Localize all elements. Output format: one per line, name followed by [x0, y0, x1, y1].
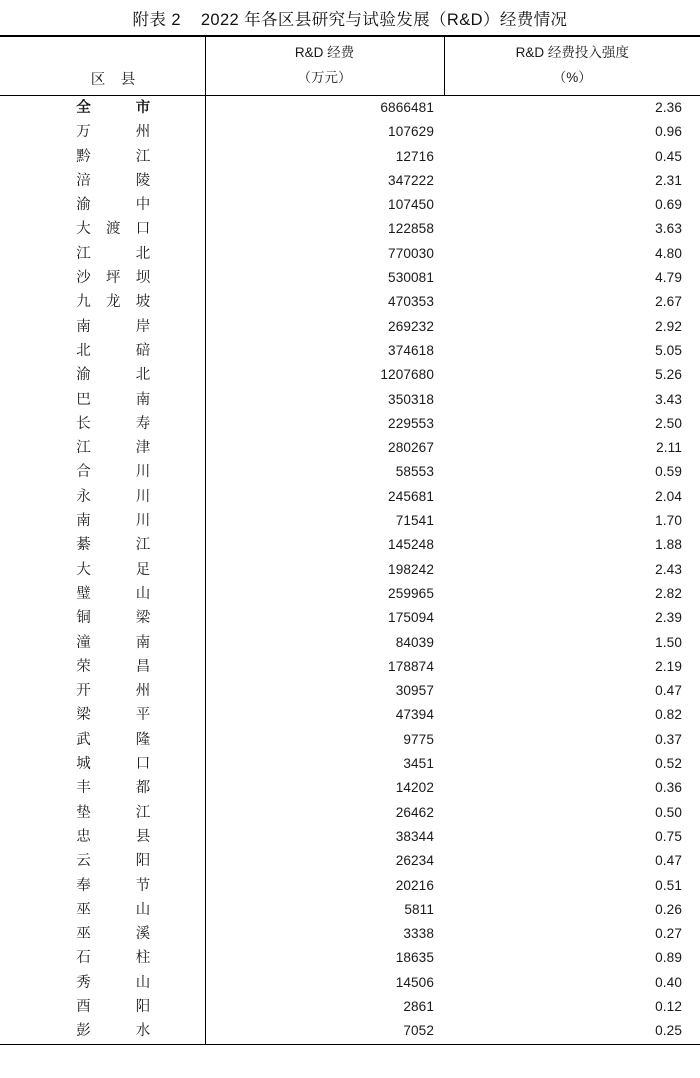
cell-rd-intensity: 2.67: [655, 294, 682, 310]
cell-rd-funds: 198242: [388, 561, 434, 577]
region-name: 沙坪坝: [76, 270, 151, 287]
cell-rd-intensity: 3.63: [655, 221, 682, 237]
region-name: 綦江: [76, 537, 151, 554]
cell-rd-funds: 245681: [388, 488, 434, 504]
cell-region: [0, 339, 205, 363]
cell-region: [0, 971, 205, 995]
region-name: 开州: [76, 683, 151, 700]
table-row: [0, 825, 700, 849]
region-name: 渝中: [76, 197, 151, 214]
cell-rd-funds: 71541: [395, 513, 434, 529]
table-body: [0, 96, 700, 1044]
cell-rd-intensity: 0.50: [655, 804, 682, 820]
page-title: 附表 2 2022 年各区县研究与试验发展（R&D）经费情况: [132, 11, 568, 29]
cell-region: [0, 315, 205, 339]
region-name: 涪陵: [76, 172, 151, 189]
cell-rd-intensity: 0.40: [655, 974, 682, 990]
table-bottom-rule: [0, 1044, 700, 1045]
cell-rd-funds: 58553: [395, 464, 434, 480]
cell-rd-intensity: 2.39: [655, 610, 682, 626]
region-name: 大渡口: [76, 221, 151, 238]
cell-rd-intensity: 0.59: [655, 464, 682, 480]
table-row: [0, 898, 700, 922]
region-name: 南岸: [76, 318, 151, 335]
cell-region: [0, 242, 205, 266]
table-row: [0, 436, 700, 460]
cell-region: [0, 995, 205, 1019]
table-row: [0, 96, 700, 121]
cell-region: [0, 96, 205, 121]
cell-region: [0, 946, 205, 970]
cell-region: [0, 145, 205, 169]
region-name: 铜梁: [76, 610, 151, 627]
cell-region: [0, 169, 205, 193]
table-row: [0, 339, 700, 363]
region-name: 奉节: [76, 877, 151, 894]
table-row: [0, 801, 700, 825]
region-name: 荣昌: [76, 658, 151, 675]
region-name: 石柱: [76, 950, 151, 967]
column-header-funds: [205, 37, 444, 96]
cell-region: [0, 874, 205, 898]
cell-rd-intensity: 4.80: [655, 245, 682, 261]
cell-rd-intensity: 1.50: [655, 634, 682, 650]
cell-region: [0, 728, 205, 752]
cell-rd-funds: 84039: [395, 634, 434, 650]
table-header: [0, 37, 700, 96]
region-name: 九龙坡: [76, 294, 151, 311]
region-name: 合川: [76, 464, 151, 481]
table-row: [0, 995, 700, 1019]
table-row: [0, 193, 700, 217]
region-name: 丰都: [76, 780, 151, 797]
cell-rd-funds: 280267: [388, 440, 434, 456]
cell-rd-funds: 26462: [395, 804, 434, 820]
region-name: 万州: [76, 124, 151, 141]
cell-rd-intensity: 0.26: [655, 901, 682, 917]
cell-region: [0, 606, 205, 630]
cell-rd-funds: 470353: [388, 294, 434, 310]
region-name: 彭水: [76, 1023, 151, 1040]
cell-rd-funds: 374618: [388, 342, 434, 358]
cell-rd-funds: 229553: [388, 415, 434, 431]
cell-rd-funds: 38344: [395, 828, 434, 844]
table-row: [0, 703, 700, 727]
cell-region: [0, 898, 205, 922]
cell-rd-intensity: 0.82: [655, 707, 682, 723]
region-name: 大足: [76, 561, 151, 578]
table-row: [0, 946, 700, 970]
region-name: 渝北: [76, 367, 151, 384]
table-row: [0, 1019, 700, 1043]
region-name: 巫山: [76, 901, 151, 918]
table-row: [0, 145, 700, 169]
cell-rd-intensity: 0.37: [655, 731, 682, 747]
table-row: [0, 169, 700, 193]
cell-rd-intensity: 3.43: [655, 391, 682, 407]
cell-rd-funds: 14506: [395, 974, 434, 990]
cell-rd-funds: 350318: [388, 391, 434, 407]
cell-rd-funds: 122858: [388, 221, 434, 237]
cell-rd-intensity: 4.79: [655, 270, 682, 286]
cell-rd-intensity: 0.75: [655, 828, 682, 844]
cell-rd-funds: 259965: [388, 585, 434, 601]
table-row: [0, 971, 700, 995]
column-header-funds-title: R&D 经费: [294, 45, 355, 60]
cell-region: [0, 922, 205, 946]
cell-rd-funds: 1207680: [380, 367, 434, 383]
cell-region: [0, 485, 205, 509]
cell-rd-funds: 20216: [395, 877, 434, 893]
cell-region: [0, 582, 205, 606]
region-name: 北碚: [76, 342, 151, 359]
cell-region: [0, 1019, 205, 1043]
region-name: 酉阳: [76, 998, 151, 1015]
region-name: 秀山: [76, 974, 151, 991]
region-name: 永川: [76, 488, 151, 505]
table-row: [0, 533, 700, 557]
cell-rd-intensity: 0.36: [655, 780, 682, 796]
region-name: 忠县: [76, 828, 151, 845]
table-row: [0, 606, 700, 630]
cell-rd-intensity: 2.50: [655, 415, 682, 431]
cell-rd-funds: 30957: [395, 683, 434, 699]
cell-rd-funds: 530081: [388, 270, 434, 286]
cell-rd-funds: 6866481: [380, 100, 434, 115]
cell-rd-intensity: 0.47: [655, 853, 682, 869]
cell-rd-intensity: 2.19: [655, 658, 682, 674]
cell-rd-intensity: 5.26: [655, 367, 682, 383]
table-row: [0, 655, 700, 679]
region-name: 梁平: [76, 707, 151, 724]
cell-rd-funds: 770030: [388, 245, 434, 261]
cell-region: [0, 436, 205, 460]
cell-rd-funds: 3451: [403, 756, 434, 772]
cell-rd-intensity: 1.70: [655, 513, 682, 529]
cell-region: [0, 533, 205, 557]
cell-rd-intensity: 2.43: [655, 561, 682, 577]
cell-rd-funds: 12716: [395, 148, 434, 164]
cell-region: [0, 631, 205, 655]
region-name: 江津: [76, 440, 151, 457]
cell-rd-funds: 47394: [395, 707, 434, 723]
region-name: 黔江: [76, 148, 151, 165]
cell-rd-intensity: 5.05: [655, 342, 682, 358]
cell-region: [0, 217, 205, 241]
cell-region: [0, 412, 205, 436]
column-header-intensity-unit: （%）: [552, 70, 592, 85]
cell-region: [0, 363, 205, 387]
cell-region: [0, 679, 205, 703]
cell-rd-funds: 9775: [403, 731, 434, 747]
region-name: 城口: [76, 756, 151, 773]
column-header-intensity: [444, 37, 700, 96]
table-row: [0, 752, 700, 776]
cell-region: [0, 388, 205, 412]
cell-rd-intensity: 0.52: [655, 756, 682, 772]
cell-region: [0, 776, 205, 800]
cell-rd-intensity: 2.92: [655, 318, 682, 334]
cell-region: [0, 509, 205, 533]
cell-rd-funds: 175094: [388, 610, 434, 626]
cell-rd-funds: 178874: [388, 658, 434, 674]
cell-rd-intensity: 0.89: [655, 950, 682, 966]
cell-region: [0, 849, 205, 873]
cell-rd-intensity: 0.69: [655, 197, 682, 213]
region-name: 璧山: [76, 585, 151, 602]
cell-region: [0, 120, 205, 144]
cell-rd-funds: 3338: [403, 926, 434, 942]
table-row: [0, 315, 700, 339]
table-row: [0, 679, 700, 703]
column-header-intensity-title: R&D 经费投入强度: [515, 45, 629, 60]
cell-rd-intensity: 0.12: [655, 998, 682, 1014]
table-row: [0, 388, 700, 412]
table-row: [0, 874, 700, 898]
cell-region: [0, 655, 205, 679]
cell-rd-funds: 5811: [404, 901, 434, 917]
table-row: [0, 558, 700, 582]
table-row: [0, 728, 700, 752]
table-row: [0, 217, 700, 241]
cell-rd-intensity: 2.04: [655, 488, 682, 504]
table-row: [0, 242, 700, 266]
cell-region: [0, 460, 205, 484]
cell-region: [0, 801, 205, 825]
region-name: 巫溪: [76, 926, 151, 943]
table-header-row: [0, 37, 700, 96]
cell-rd-funds: 7052: [403, 1023, 434, 1039]
cell-rd-funds: 269232: [388, 318, 434, 334]
rd-expenditure-table: [0, 37, 700, 1044]
cell-region: [0, 266, 205, 290]
cell-region: [0, 703, 205, 727]
region-name: 垫江: [76, 804, 151, 821]
table-row: [0, 631, 700, 655]
cell-rd-intensity: 2.11: [656, 440, 682, 456]
cell-rd-funds: 107629: [388, 124, 434, 140]
cell-region: [0, 558, 205, 582]
cell-rd-intensity: 0.25: [655, 1023, 682, 1039]
table-row: [0, 290, 700, 314]
cell-rd-funds: 14202: [395, 780, 434, 796]
region-name: 长寿: [76, 415, 151, 432]
table-row: [0, 509, 700, 533]
region-name: 江北: [76, 245, 151, 262]
cell-rd-intensity: 0.47: [655, 683, 682, 699]
region-name: 武隆: [76, 731, 151, 748]
cell-rd-funds: 347222: [388, 172, 434, 188]
cell-rd-funds: 2861: [403, 998, 434, 1014]
rd-expenditure-table-wrapper: [0, 35, 700, 1045]
table-row: [0, 460, 700, 484]
cell-rd-intensity: 0.45: [655, 148, 682, 164]
region-name: 全市: [76, 100, 151, 116]
column-header-funds-unit: （万元）: [297, 70, 352, 85]
region-name: 潼南: [76, 634, 151, 651]
cell-rd-intensity: 0.96: [655, 124, 682, 140]
cell-rd-intensity: 1.88: [655, 537, 682, 553]
region-name: 南川: [76, 513, 151, 530]
cell-rd-funds: 18635: [395, 950, 434, 966]
table-row: [0, 120, 700, 144]
region-name: 云阳: [76, 853, 151, 870]
cell-region: [0, 193, 205, 217]
column-header-region-label: 区 县: [90, 72, 136, 88]
table-row: [0, 485, 700, 509]
table-row: [0, 849, 700, 873]
cell-rd-intensity: 2.36: [655, 100, 682, 115]
cell-rd-funds: 145248: [388, 537, 434, 553]
table-row: [0, 776, 700, 800]
table-row: [0, 582, 700, 606]
cell-rd-intensity: 2.82: [655, 585, 682, 601]
cell-rd-intensity: 0.51: [655, 877, 682, 893]
region-name: 巴南: [76, 391, 151, 408]
cell-rd-intensity: 0.27: [655, 926, 682, 942]
cell-region: [0, 825, 205, 849]
table-row: [0, 363, 700, 387]
cell-rd-funds: 107450: [388, 197, 434, 213]
cell-region: [0, 752, 205, 776]
table-row: [0, 266, 700, 290]
cell-rd-intensity: 2.31: [655, 172, 682, 188]
column-header-region: [0, 37, 205, 96]
cell-rd-funds: 26234: [395, 853, 434, 869]
table-row: [0, 922, 700, 946]
cell-region: [0, 290, 205, 314]
table-row: [0, 412, 700, 436]
